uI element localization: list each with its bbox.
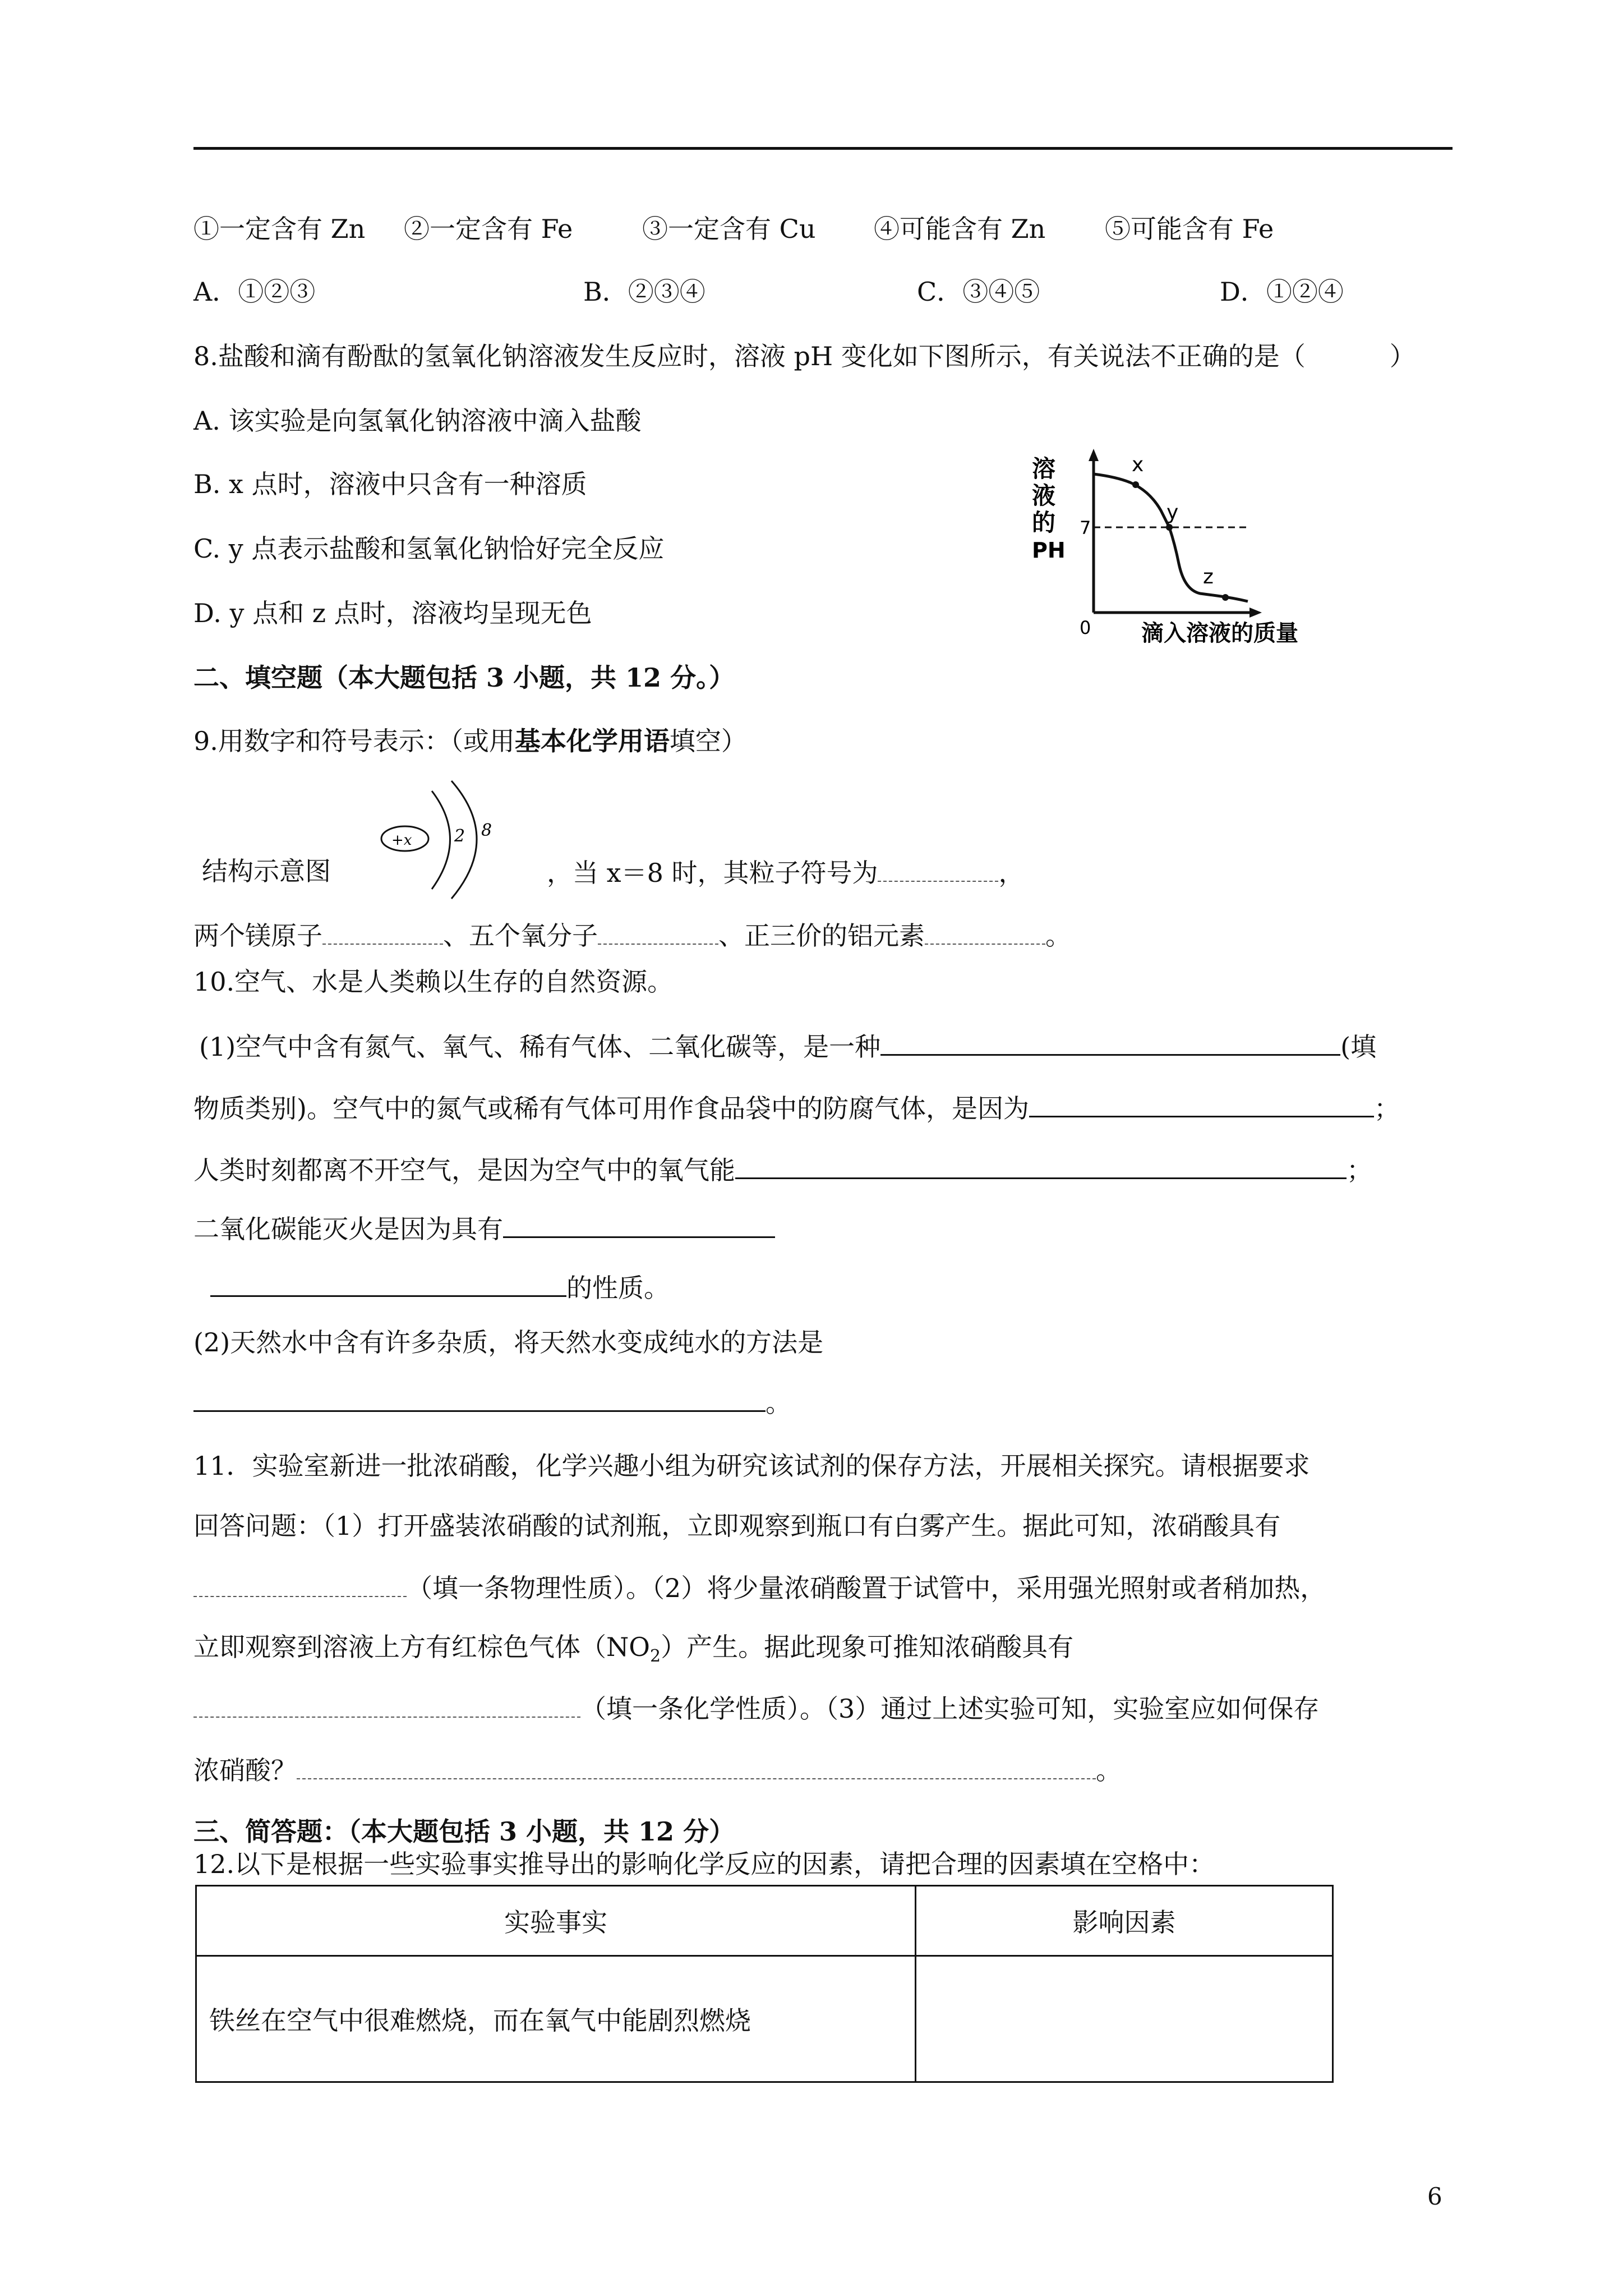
q7-option-c: C．③④⑤ <box>917 277 1040 307</box>
q8-stem-end: ） <box>1389 341 1415 371</box>
q10-blank-co2-property-2[interactable] <box>210 1271 566 1297</box>
point-y-marker <box>1166 524 1173 531</box>
tick-7-label: 7 <box>1080 517 1091 539</box>
y-axis-label-4: PH <box>1032 538 1066 563</box>
q10-line-3 <box>193 1153 1372 1183</box>
q10-line-2-b: ； <box>1373 1093 1400 1124</box>
q11-line-4-a: 立即观察到溶液上方有红棕色气体（NO <box>193 1632 650 1662</box>
q11-line-1: 11．实验室新进一批浓硝酸，化学兴趣小组为研究该试剂的保存方法，开展相关探究。请根据要求 <box>193 1451 1310 1481</box>
origin-label: 0 <box>1080 617 1091 638</box>
point-z-label: z <box>1203 565 1214 588</box>
q11-blank-chemical-property[interactable] <box>193 1694 580 1718</box>
q9-blank-o2-molecules[interactable] <box>598 921 718 945</box>
q10-line-5-b: 的性质。 <box>566 1273 670 1303</box>
q10-line-4 <box>193 1212 775 1242</box>
shell-2-count: 8 <box>481 821 492 840</box>
q10-line-4-a: 二氧化碳能灭火是因为具有 <box>193 1214 503 1244</box>
ph-graph <box>1032 443 1324 651</box>
q9-line-1 <box>547 858 1024 886</box>
q9-blank-mg-atoms[interactable] <box>322 921 443 945</box>
ph-graph-x-arrow <box>1249 608 1262 618</box>
q8-stem <box>193 343 1415 369</box>
ph-curve <box>1094 474 1248 601</box>
q9-line-2-b: 、五个氧分子 <box>443 921 598 951</box>
y-axis-label-2: 液 <box>1032 482 1056 509</box>
q10-blank-preservative-reason[interactable] <box>1029 1091 1374 1117</box>
q10-blank-oxygen-function[interactable] <box>735 1153 1347 1179</box>
q9-line-2 <box>193 921 1071 949</box>
y-axis-label-3: 的 <box>1032 509 1056 536</box>
q9-line-2-c: 、正三价的铝元素 <box>718 921 925 951</box>
y-axis-label-1: 溶 <box>1032 455 1056 482</box>
q8-stem-text: 8.盐酸和滴有酚酞的氢氧化钠溶液发生反应时，溶液 pH 变化如下图所示，有关说法不正确的是（ <box>193 341 1306 371</box>
q11-line-4 <box>193 1634 1073 1665</box>
q10-title: 10.空气、水是人类赖以生存的自然资源。 <box>193 967 674 997</box>
table-row <box>196 1956 1333 2082</box>
q10-line-7 <box>193 1386 791 1416</box>
q10-line-3-a: 人类时刻都离不开空气，是因为空气中的氧气能 <box>193 1155 735 1185</box>
page-number: 6 <box>1427 2183 1442 2210</box>
table-header-fact: 实验事实 <box>196 1886 916 1956</box>
q11-line-5 <box>193 1694 1319 1722</box>
q10-blank-purification-method[interactable] <box>193 1386 766 1412</box>
q7-statement-3: ③一定含有 Cu <box>642 214 816 244</box>
q7-option-a: A．①②③ <box>193 277 316 307</box>
q10-line-7-b: 。 <box>766 1388 791 1418</box>
electron-shell-1 <box>432 791 450 889</box>
q11-line-2: 回答问题：（1）打开盛装浓硝酸的试剂瓶，立即观察到瓶口有白雾产生。据此可知，浓硝酸具有 <box>193 1511 1281 1541</box>
header-rule <box>193 147 1453 150</box>
q7-statement-4: ④可能含有 Zn <box>874 214 1046 244</box>
q10-line-2-a: 物质类别)。空气中的氮气或稀有气体可用作食品袋中的防腐气体，是因为 <box>193 1093 1029 1124</box>
q10-line-1-b: (填 <box>1340 1032 1377 1062</box>
q9-line-1-end: ， <box>998 858 1025 888</box>
atom-structure-diagram <box>370 780 522 903</box>
q7-statement-5: ⑤可能含有 Fe <box>1105 214 1274 244</box>
q11-line-4-sub: 2 <box>649 1646 661 1666</box>
nucleus-label: +x <box>391 832 412 849</box>
q9-intro-text: 9.用数字和符号表示：（或用 <box>193 726 515 756</box>
q7-option-d: D．①②④ <box>1220 277 1344 307</box>
point-z-marker <box>1222 594 1229 601</box>
shell-1-count: 2 <box>454 826 465 846</box>
ph-graph-y-arrow <box>1089 449 1099 461</box>
q11-line-6-a: 浓硝酸？ <box>193 1755 297 1786</box>
q10-line-1-a: (1)空气中含有氮气、氧气、稀有气体、二氧化碳等，是一种 <box>199 1032 881 1062</box>
q9-line-2-a: 两个镁原子 <box>193 921 322 951</box>
q9-blank-al-element[interactable] <box>925 921 1045 945</box>
q8-option-b: B. x 点时，溶液中只含有一种溶质 <box>193 469 587 499</box>
q11-line-3-b: （填一条物理性质）。（2）将少量浓硝酸置于试管中，采用强光照射或者稍加热， <box>407 1573 1326 1603</box>
q8-option-d: D. y 点和 z 点时，溶液均呈现无色 <box>193 598 592 628</box>
point-x-marker <box>1132 481 1139 488</box>
section-3-title: 三、简答题：（本大题包括 3 小题，共 12 分） <box>193 1816 735 1847</box>
table-cell-fact: 铁丝在空气中很难燃烧，而在氧气中能剧烈燃烧 <box>196 1956 916 2082</box>
q8-option-a: A. 该实验是向氢氧化钠溶液中滴入盐酸 <box>193 406 642 436</box>
table-header-factor: 影响因素 <box>916 1886 1333 1956</box>
q9-line-2-d: 。 <box>1045 921 1071 951</box>
q10-blank-co2-property-1[interactable] <box>503 1212 775 1238</box>
q12-table <box>195 1885 1334 2083</box>
q7-statement-1: ①一定含有 Zn <box>193 214 366 244</box>
q12-stem: 12.以下是根据一些实验事实推导出的影响化学反应的因素，请把合理的因素填在空格中： <box>193 1849 1215 1879</box>
q11-line-6 <box>193 1755 1122 1786</box>
q10-line-1 <box>199 1029 1376 1060</box>
q9-blank-particle-symbol[interactable] <box>878 858 998 882</box>
table-header-row <box>196 1886 1333 1956</box>
q9-diagram-label: 结构示意图 <box>202 856 331 886</box>
q10-blank-substance-class[interactable] <box>880 1029 1340 1056</box>
q10-line-3-b: ； <box>1347 1155 1372 1185</box>
q11-blank-physical-property[interactable] <box>193 1573 407 1597</box>
table-cell-factor-answer[interactable] <box>916 1956 1333 2082</box>
q10-line-2 <box>193 1091 1400 1124</box>
q11-line-6-b: 。 <box>1096 1755 1122 1786</box>
q11-line-4-b: ）产生。据此现象可推知浓硝酸具有 <box>661 1632 1074 1662</box>
q9-intro-end: 填空） <box>669 726 747 756</box>
q10-line-6: (2)天然水中含有许多杂质，将天然水变成纯水的方法是 <box>193 1327 824 1358</box>
q9-intro-bold: 基本化学用语 <box>514 726 670 756</box>
q10-line-5 <box>210 1271 670 1301</box>
q7-statement-2: ②一定含有 Fe <box>404 214 573 244</box>
point-y-label: y <box>1166 501 1179 524</box>
q11-blank-storage-method[interactable] <box>297 1756 1096 1779</box>
point-x-label: x <box>1132 453 1144 476</box>
section-2-title: 二、填空题（本大题包括 3 小题，共 12 分。） <box>193 662 735 693</box>
q11-line-3 <box>193 1573 1326 1601</box>
q9-line-1-text: ，当 x＝8 时，其粒子符号为 <box>547 858 878 888</box>
q7-option-b: B．②③④ <box>583 277 706 307</box>
q11-line-5-b: （填一条化学性质）。（3）通过上述实验可知，实验室应如何保存 <box>580 1694 1320 1724</box>
q9-intro <box>193 728 747 754</box>
x-axis-label: 滴入溶液的质量 <box>1141 620 1298 646</box>
q8-option-c: C. y 点表示盐酸和氢氧化钠恰好完全反应 <box>193 533 665 564</box>
